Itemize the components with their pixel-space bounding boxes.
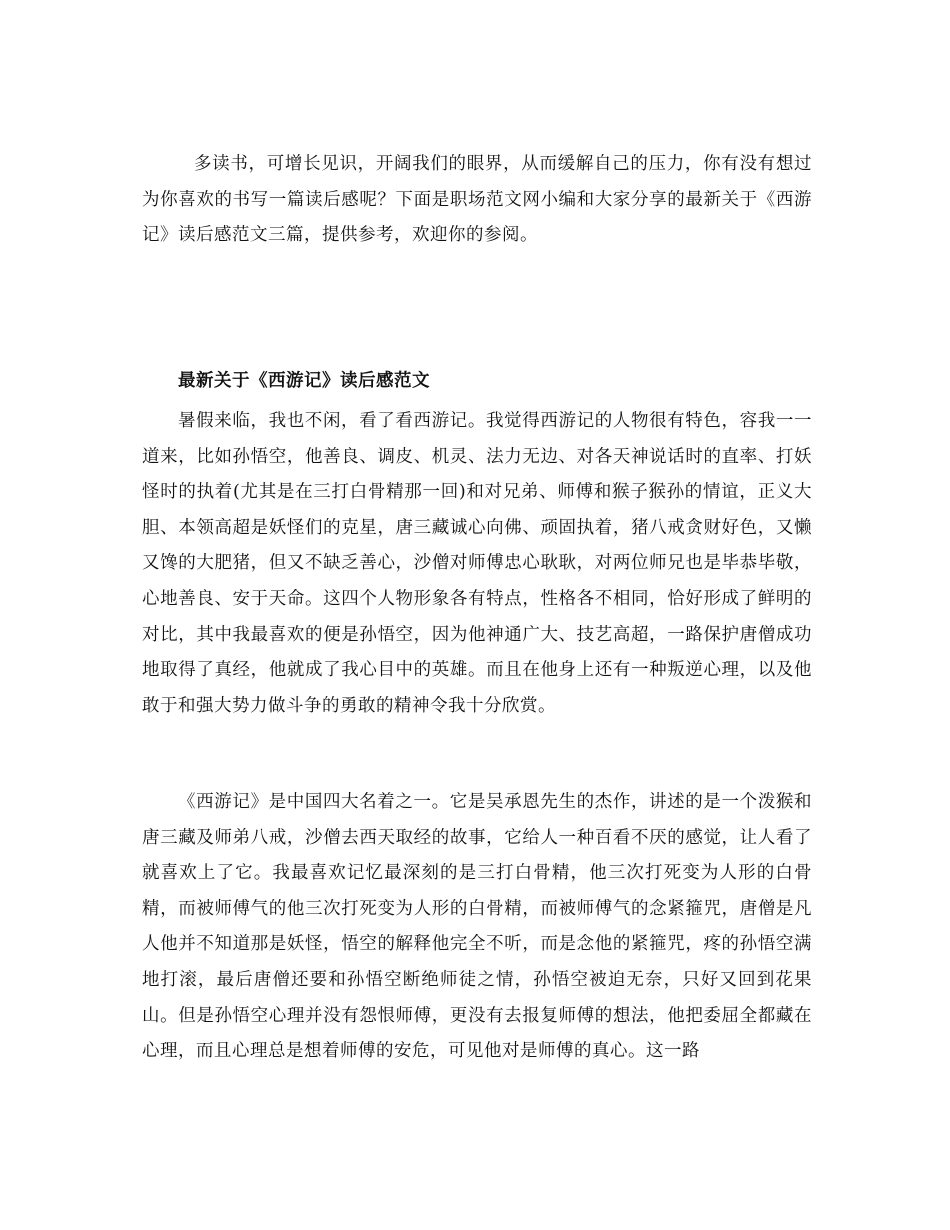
body-paragraph-1: 暑假来临，我也不闲，看了看西游记。我觉得西游记的人物很有特色，容我一一道来，比如孙悟空，他善良、调皮、机灵、法力无边、对各天神说话时的直率、打妖怪时的执着(尤其是在三打白骨精那一回)和对兄弟、师傅和猴子猴孙的情谊，正义大胆、本领高超是妖怪们的克星，唐三藏诚心向佛、顽固执着，猪八戒贪财好色，又懒又馋的大肥猪，但又不缺乏善心，沙僧对师傅忠心耿耿，对两位师兄也是毕恭毕敬，心地善良、安于天命。这四个人物形象各有特点，性格各不相同，恰好形成了鲜明的对比，其中我最喜欢的便是孙悟空，因为他神通广大、技艺高超，一路保护唐僧成功地取得了真经，他就成了我心目中的英雄。而且在他身上还有一种叛逆心理，以及他敢于和强大势力做斗争的勇敢的精神令我十分欣赏。 — [142, 411, 812, 716]
section-heading: 最新关于《西游记》读后感范文 — [178, 371, 430, 391]
intro-paragraph: 多读书，可增长见识，开阔我们的眼界，从而缓解自己的压力，你有没有想过为你喜欢的书写一篇读后感呢？下面是职场范文网小编和大家分享的最新关于《西游记》读后感范文三篇，提供参考，欢迎你的参阅。 — [142, 154, 812, 246]
body-paragraph-2: 《西游记》是中国四大名着之一。它是吴承恩先生的杰作，讲述的是一个泼猴和唐三藏及师弟八戒，沙僧去西天取经的故事，它给人一种百看不厌的感觉，让人看了就喜欢上了它。我最喜欢记忆最深刻的是三打白骨精，他三次打死变为人形的白骨精，而被师傅气的他三次打死变为人形的白骨精，而被师傅气的念紧箍咒，唐僧是凡人他并不知道那是妖怪，悟空的解释他完全不听，而是念他的紧箍咒，疼的孙悟空满地打滚，最后唐僧还要和孙悟空断绝师徒之情，孙悟空被迫无奈，只好又回到花果山。但是孙悟空心理并没有怨恨师傅，更没有去报复师傅的想法，他把委屈全都藏在心理，而且心理总是想着师傅的安危，可见他对是师傅的真心。这一路 — [142, 792, 812, 1062]
